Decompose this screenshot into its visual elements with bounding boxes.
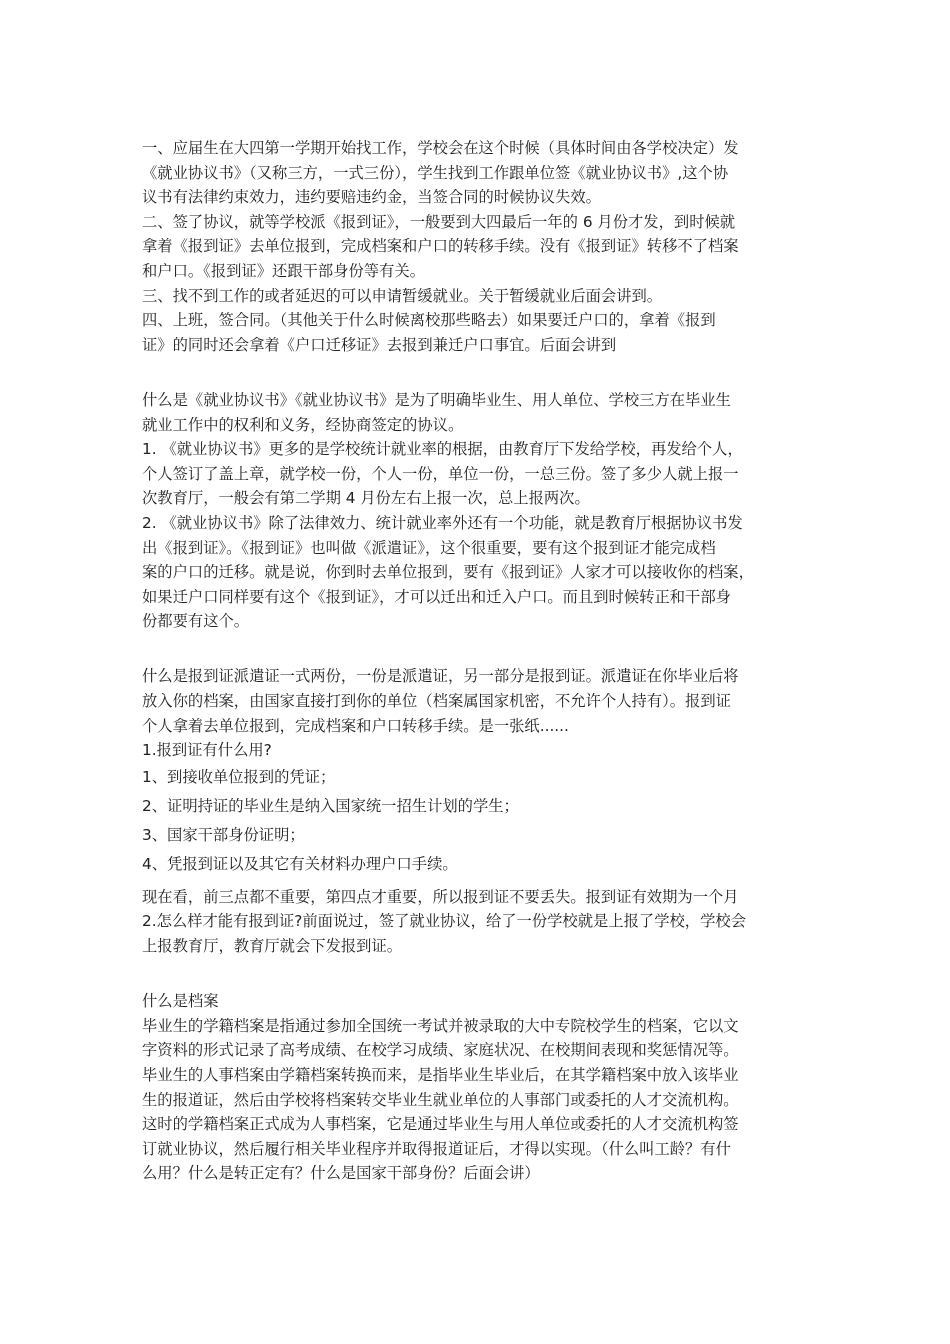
text-line: 么用？什么是转正定有？什么是国家干部身份？后面会讲）: [142, 1164, 540, 1183]
text-line: 放入你的档案，由国家直接打到你的单位（档案属国家机密，不允许个人持有）。报到证: [142, 692, 731, 711]
text-line: 2.怎么样才能有报到证?前面说过，签了就业协议，给了一份学校就是上报了学校，学校会: [142, 912, 746, 931]
text-line: 2. 《就业协议书》除了法律效力、统计就业率外还有一个功能，就是教育厅根据协议书发: [142, 513, 743, 532]
text-line: 毕业生的人事档案由学籍档案转换而来，是指毕业生毕业后，在其学籍档案中放入该毕业: [142, 1066, 739, 1084]
text-line: 现在看，前三点都不重要，第四点才重要，所以报到证不要丢失。报到证有效期为一个月: [142, 887, 739, 906]
paragraph-gap: [142, 959, 822, 984]
text-line: 字资料的形式记录了高考成绩、在校学习成绩、家庭状况、在校期间表现和奖惩情况等。: [142, 1041, 739, 1060]
section-archive: [142, 989, 822, 1186]
list-item: 1、到接收单位报到的凭证；: [142, 767, 336, 786]
text-line: 证》的同时还会拿着《户口迁移证》去报到兼迁户口事宜。后面会讲到: [142, 335, 617, 354]
paragraph-gap: [142, 357, 822, 382]
text-line: 这时的学籍档案正式成为人事档案，它是通过毕业生与用人单位或委托的人才交流机构签: [142, 1115, 739, 1134]
text-line: 如果迁户口同样要有这个《报到证》，才可以迁出和迁入户口。而且到时候转正和干部身: [142, 587, 731, 606]
text-line: 四、上班，签合同。（其他关于什么时候离校那些略去）如果要迁户口的，拿着《报到: [142, 311, 716, 330]
paragraph-gap: [142, 634, 822, 659]
text-line: 次教育厅，一般会有第二学期 4 月份左右上报一次，总上报两次。: [142, 489, 590, 508]
text-line: 出《报到证》。《报到证》也叫做《派遣证》，这个很重要，要有这个报到证才能完成档: [142, 538, 716, 557]
section-overview: [142, 136, 822, 357]
text-line: 三、找不到工作的或者延迟的可以申请暂缓就业。关于暂缓就业后面会讲到。: [142, 286, 663, 305]
text-line: 个人拿着去单位报到，完成档案和户口转移手续。是一张纸......: [142, 716, 569, 735]
text-line: 上报教育厅，教育厅就会下发报到证。: [142, 937, 403, 956]
section-report-certificate: [142, 664, 822, 958]
text-line: 二、签了协议，就等学校派《报到证》，一般要到大四最后一年的 6 月份才发，到时候就: [142, 212, 736, 231]
text-line: 一、应届生在大四第一学期开始找工作，学校会在这个时候（具体时间由各学校决定）发: [142, 139, 739, 157]
document-page: [142, 136, 822, 1186]
text-line: 案的户口的迁移。就是说，你到时去单位报到，要有《报到证》人家才可以接收你的档案，: [142, 563, 754, 582]
section-heading: 什么是档案: [142, 992, 219, 1011]
text-line: 就业工作中的权利和义务，经协商签定的协议。: [142, 415, 464, 434]
text-line: 议书有法律约束效力，违约要赔违约金，当签合同的时候协议失效。: [142, 188, 601, 207]
text-line: 什么是《就业协议书》《就业协议书》是为了明确毕业生、用人单位、学校三方在毕业生: [142, 390, 731, 409]
text-line: 生的报道证，然后由学校将档案转交毕业生就业单位的人事部门或委托的人才交流机构。: [142, 1090, 739, 1109]
text-line: 什么是报到证派遣证一式两份，一份是派遣证，另一部分是报到证。派遣证在你毕业后将: [142, 667, 739, 686]
list-item: 3、国家干部身份证明；: [142, 825, 305, 844]
text-line: 份都要有这个。: [142, 612, 250, 631]
text-line: 和户口。《报到证》还跟干部身份等有关。: [142, 261, 425, 280]
text-line: 订就业协议，然后履行相关毕业程序并取得报道证后，才得以实现。（什么叫工龄？有什: [142, 1139, 731, 1158]
list-item: 2、证明持证的毕业生是纳入国家统一招生计划的学生；: [142, 796, 519, 815]
text-line: 1.报到证有什么用?: [142, 741, 272, 760]
text-line: 1. 《就业协议书》更多的是学校统计就业率的根据，由教育厅下发给学校，再发给个人，: [142, 440, 743, 459]
text-line: 拿着《报到证》去单位报到，完成档案和户口的转移手续。没有《报到证》转移不了档案: [142, 237, 739, 256]
text-line: 毕业生的学籍档案是指通过参加全国统一考试并被录取的大中专院校学生的档案，它以文: [142, 1016, 739, 1035]
list-item: 4、凭报到证以及其它有关材料办理户口手续。: [142, 854, 458, 873]
text-line: 个人签订了盖上章，就学校一份，个人一份，单位一份，一总三份。签了多少人就上报一: [142, 464, 739, 483]
section-employment-agreement: [142, 388, 822, 634]
text-line: 《就业协议书》（又称三方，一式三份），学生找到工作跟单位签《就业协议书》,这个协: [142, 163, 729, 182]
